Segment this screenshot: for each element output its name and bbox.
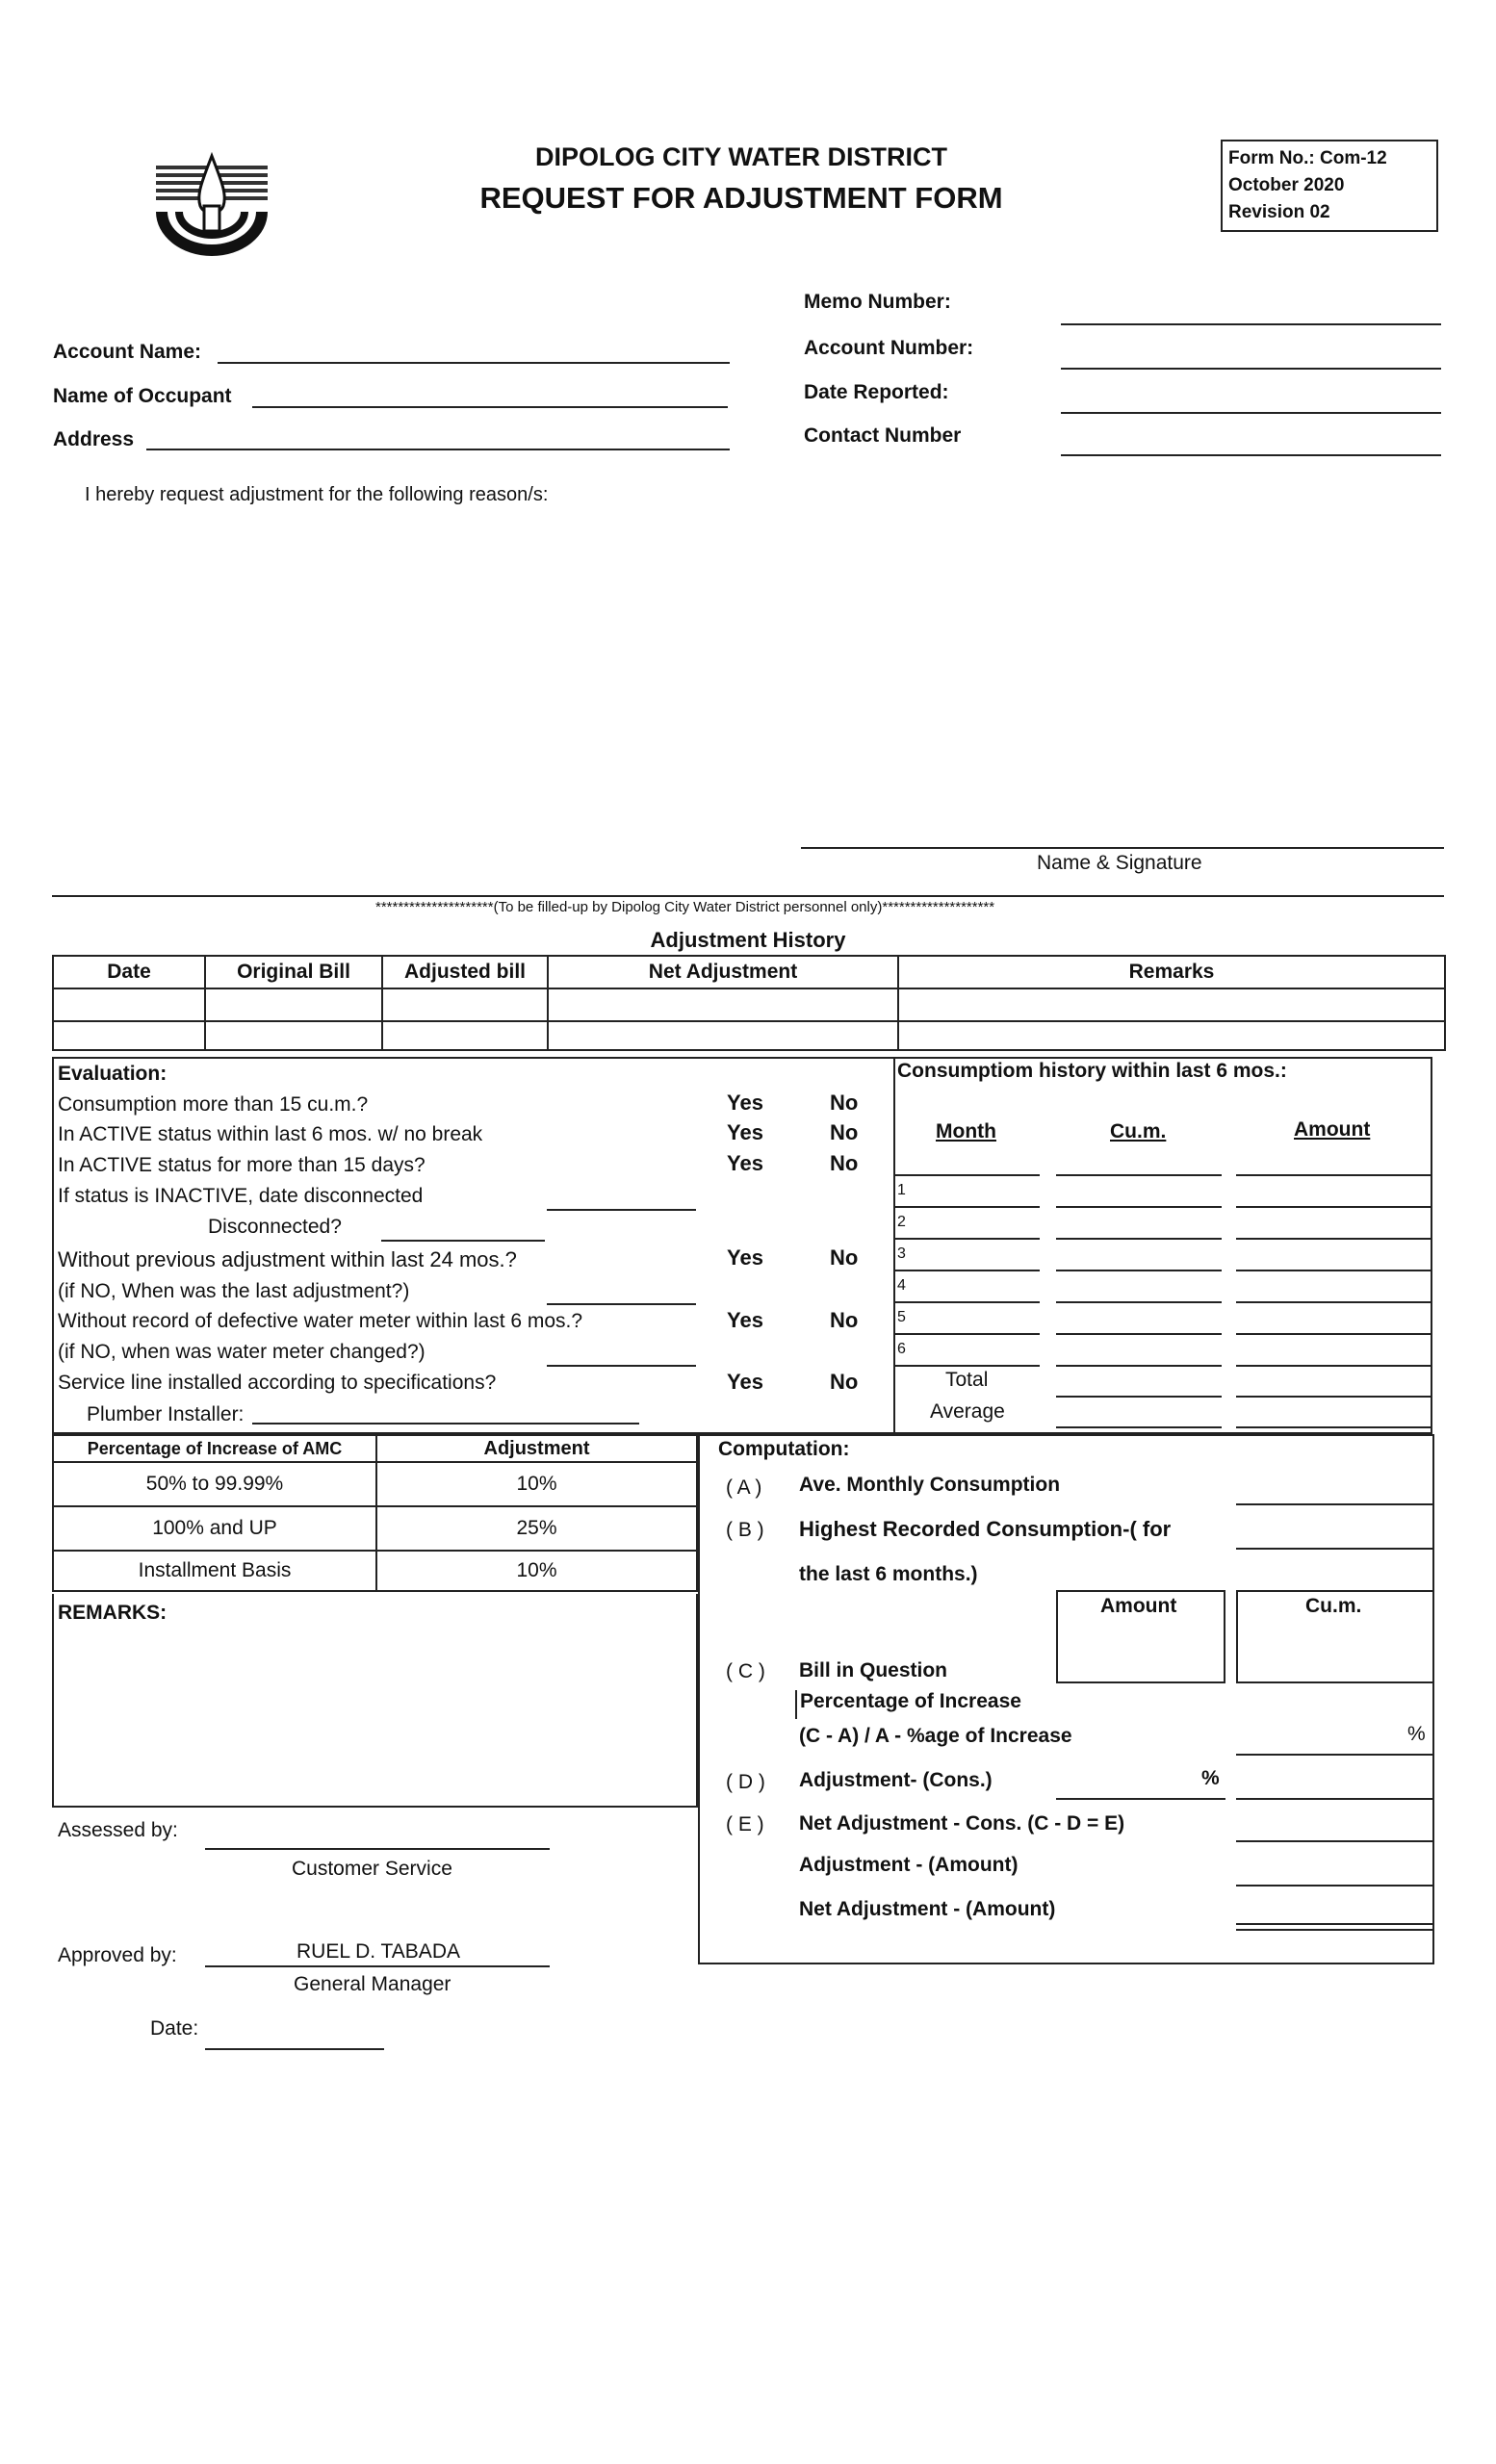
contact-number-field[interactable]: [1061, 454, 1441, 456]
remarks-label: REMARKS:: [58, 1602, 168, 1624]
evaluation-item: (if NO, when was water meter changed?): [58, 1341, 426, 1363]
water-district-logo-icon: [152, 152, 271, 258]
personnel-note: *********************(To be filled-up by Dipolog City Water District personnel only)********************: [375, 899, 995, 915]
history-cell-line[interactable]: [1236, 1270, 1431, 1271]
history-cell-line[interactable]: [1056, 1238, 1222, 1240]
cell[interactable]: [53, 1021, 205, 1050]
no-option[interactable]: No: [830, 1245, 859, 1270]
account-number-field[interactable]: [1061, 368, 1441, 370]
net-adjustment-amount-field[interactable]: [1236, 1923, 1432, 1925]
section-divider: [52, 895, 1444, 897]
history-row-number: 4: [897, 1277, 906, 1294]
form-title: REQUEST FOR ADJUSTMENT FORM: [479, 181, 1003, 215]
history-header-rule: [1056, 1174, 1222, 1176]
occupant-label: Name of Occupant: [53, 385, 232, 407]
remarks-box[interactable]: [52, 1594, 698, 1808]
history-cell-line[interactable]: [1056, 1270, 1222, 1271]
net-adjustment-amount: Net Adjustment - (Amount): [799, 1898, 1056, 1920]
table-row: [53, 1506, 697, 1551]
history-header-rule: [1236, 1174, 1431, 1176]
evaluation-item: Consumption more than 15 cu.m.?: [58, 1093, 369, 1116]
history-cell-line[interactable]: [1236, 1365, 1431, 1367]
amc-adj: 25%: [376, 1506, 697, 1551]
form-number: Form No.: Com-12: [1228, 148, 1387, 168]
history-cell-line[interactable]: [893, 1301, 1040, 1303]
history-row-divider: [1431, 1303, 1432, 1335]
history-cell-line[interactable]: [1056, 1365, 1222, 1367]
evaluation-item: Without record of defective water meter within last 6 mos.?: [58, 1310, 583, 1332]
history-row-number: 1: [897, 1182, 906, 1198]
history-row-divider: [1431, 1335, 1432, 1367]
highest-consumption-field[interactable]: [1236, 1548, 1432, 1550]
history-summary-line[interactable]: [1236, 1426, 1431, 1428]
gm-title: General Manager: [294, 1973, 451, 1995]
contact-number-label: Contact Number: [804, 424, 962, 447]
tag-a: ( A ): [726, 1476, 762, 1499]
pct-formula: (C - A) / A - %age of Increase: [799, 1725, 1072, 1747]
tag-b: ( B ): [726, 1519, 764, 1541]
ave-monthly-field[interactable]: [1236, 1503, 1432, 1505]
adjustment-pct-field[interactable]: [1056, 1798, 1225, 1800]
net-adjustment-double-line: [1236, 1929, 1432, 1931]
date-disconnected-field[interactable]: [547, 1209, 696, 1211]
col-amount: Amount: [1294, 1118, 1371, 1141]
cell[interactable]: [382, 1021, 548, 1050]
cell[interactable]: [205, 1021, 382, 1050]
adjustment-amount: Adjustment - (Amount): [799, 1854, 1019, 1876]
evaluation-item: (if NO, When was the last adjustment?): [58, 1280, 410, 1302]
amc-adj: 10%: [376, 1462, 697, 1506]
no-option[interactable]: No: [830, 1370, 859, 1394]
amc-pct: 100% and UP: [53, 1506, 376, 1551]
form-revision: Revision 02: [1228, 202, 1330, 222]
tag-d: ( D ): [726, 1771, 765, 1793]
occupant-field[interactable]: [252, 406, 728, 408]
assessed-by-label: Assessed by:: [58, 1819, 178, 1841]
logo: [152, 152, 271, 258]
amc-adj: 10%: [376, 1551, 697, 1591]
org-name: DIPOLOG CITY WATER DISTRICT: [534, 142, 947, 171]
meter-changed-field[interactable]: [547, 1365, 696, 1367]
cell[interactable]: [898, 988, 1445, 1021]
gm-name: RUEL D. TABADA: [297, 1940, 460, 1963]
yes-option[interactable]: Yes: [727, 1151, 763, 1175]
history-cell-line[interactable]: [1236, 1333, 1431, 1335]
col-adjusted-bill: Adjusted bill: [382, 956, 548, 988]
memo-number-field[interactable]: [1061, 323, 1441, 325]
history-cell-line[interactable]: [893, 1333, 1040, 1335]
ave-monthly-consumption: Ave. Monthly Consumption: [799, 1474, 1061, 1496]
col-month: Month: [936, 1120, 996, 1142]
col-cum: Cu.m.: [1110, 1120, 1167, 1142]
address-label: Address: [53, 428, 135, 450]
history-row-divider: [1431, 1176, 1432, 1208]
history-cell-line[interactable]: [1236, 1301, 1431, 1303]
reason-area[interactable]: [85, 520, 1432, 828]
history-cell-line[interactable]: [1236, 1206, 1431, 1208]
adjustment-cons: Adjustment- (Cons.): [799, 1769, 993, 1791]
cell[interactable]: [205, 988, 382, 1021]
history-row-number: 6: [897, 1341, 906, 1357]
adjustment-history-table: [52, 955, 1446, 1051]
yes-option[interactable]: Yes: [727, 1308, 763, 1332]
col-remarks: Remarks: [898, 956, 1445, 988]
date-field[interactable]: [205, 2048, 384, 2050]
amount-label: Amount: [1100, 1595, 1177, 1617]
adjustment-history-title: Adjustment History: [650, 928, 846, 952]
computation-title: Computation:: [718, 1438, 850, 1460]
percentage-of-increase: Percentage of Increase: [800, 1690, 1021, 1712]
adjustment-amount-field[interactable]: [1236, 1885, 1432, 1886]
last-adjustment-field[interactable]: [547, 1303, 696, 1305]
cell[interactable]: [382, 988, 548, 1021]
signature-line[interactable]: [801, 847, 1444, 849]
history-cell-line[interactable]: [1056, 1333, 1222, 1335]
cum-label: Cu.m.: [1305, 1595, 1362, 1617]
evaluation-item: In ACTIVE status within last 6 mos. w/ no break: [58, 1123, 483, 1145]
net-adjustment-cons: Net Adjustment - Cons. (C - D = E): [799, 1812, 1125, 1835]
disconnected-field[interactable]: [381, 1240, 545, 1242]
assessed-by-line[interactable]: [205, 1848, 550, 1850]
date-reported-field[interactable]: [1061, 412, 1441, 414]
account-number-label: Account Number:: [804, 337, 974, 359]
col-original-bill: Original Bill: [205, 956, 382, 988]
adjustment-pct-sign: %: [1201, 1767, 1220, 1789]
form-number-box: [1221, 140, 1438, 232]
col-net-adjustment: Net Adjustment: [548, 956, 898, 988]
request-text: I hereby request adjustment for the following reason/s:: [85, 484, 549, 505]
history-cell-line[interactable]: [893, 1365, 1040, 1367]
history-row-number: 5: [897, 1309, 906, 1325]
evaluation-divider: [893, 1057, 895, 1434]
bill-in-question: Bill in Question: [799, 1659, 948, 1681]
pct-increase-field[interactable]: [1236, 1754, 1432, 1756]
highest-consumption: Highest Recorded Consumption-( for: [799, 1517, 1172, 1541]
evaluation-title: Evaluation:: [58, 1063, 168, 1085]
history-cell-line[interactable]: [1056, 1301, 1222, 1303]
history-summary-line[interactable]: [1056, 1426, 1222, 1428]
plumber-installer-field[interactable]: [252, 1423, 639, 1424]
evaluation-item: Plumber Installer:: [87, 1403, 245, 1425]
no-option[interactable]: No: [830, 1308, 859, 1332]
table-row: [53, 988, 1445, 1021]
tag-e: ( E ): [726, 1813, 764, 1835]
adjustment-cons-field[interactable]: [1236, 1798, 1432, 1800]
date-reported-label: Date Reported:: [804, 381, 949, 403]
history-cell-line[interactable]: [1236, 1238, 1431, 1240]
no-option[interactable]: No: [830, 1091, 859, 1115]
yes-option[interactable]: Yes: [727, 1120, 763, 1144]
no-option[interactable]: No: [830, 1120, 859, 1144]
customer-service-label: Customer Service: [292, 1858, 452, 1880]
history-row-divider: [1431, 1208, 1432, 1240]
memo-number-label: Memo Number:: [804, 291, 951, 313]
table-row: [53, 1462, 697, 1506]
yes-option[interactable]: Yes: [727, 1245, 763, 1270]
address-field[interactable]: [146, 449, 730, 450]
no-option[interactable]: No: [830, 1151, 859, 1175]
total-label: Total: [945, 1369, 989, 1391]
amc-pct: Installment Basis: [53, 1551, 376, 1591]
approved-by-label: Approved by:: [58, 1944, 177, 1966]
amc-header-pct: Percentage of Increase of AMC: [53, 1435, 376, 1462]
account-name-label: Account Name:: [53, 341, 202, 363]
signature-label: Name & Signature: [1037, 852, 1202, 874]
cursor-mark: [795, 1690, 797, 1719]
cell[interactable]: [898, 1021, 1445, 1050]
history-row-divider: [1431, 1240, 1432, 1271]
col-date: Date: [53, 956, 205, 988]
cell[interactable]: [548, 988, 898, 1021]
history-row-number: 2: [897, 1214, 906, 1230]
yes-option[interactable]: Yes: [727, 1370, 763, 1394]
date-label: Date:: [150, 2017, 199, 2040]
history-cell-line[interactable]: [893, 1270, 1040, 1271]
history-summary-line[interactable]: [1236, 1396, 1431, 1398]
amc-header-adj: Adjustment: [376, 1435, 697, 1462]
table-row: [53, 1021, 1445, 1050]
form-date: October 2020: [1228, 175, 1345, 195]
table-row: [53, 1551, 697, 1591]
evaluation-item: Service line installed according to specifications?: [58, 1372, 497, 1394]
history-row-number: 3: [897, 1245, 906, 1262]
cell[interactable]: [548, 1021, 898, 1050]
cell[interactable]: [53, 988, 205, 1021]
history-cell-line[interactable]: [893, 1238, 1040, 1240]
consumption-history-title: Consumptiom history within last 6 mos.:: [897, 1060, 1287, 1082]
average-label: Average: [930, 1400, 1005, 1423]
history-cell-line[interactable]: [1056, 1206, 1222, 1208]
net-adjustment-cons-field[interactable]: [1236, 1840, 1432, 1842]
pct-sign: %: [1407, 1723, 1426, 1745]
approved-by-line[interactable]: [205, 1965, 550, 1967]
history-cell-line[interactable]: [893, 1206, 1040, 1208]
amc-table: [52, 1434, 698, 1592]
evaluation-item: Without previous adjustment within last 24 mos.?: [58, 1247, 517, 1271]
amc-pct: 50% to 99.99%: [53, 1462, 376, 1506]
evaluation-item: If status is INACTIVE, date disconnected: [58, 1185, 424, 1207]
evaluation-item: In ACTIVE status for more than 15 days?: [58, 1154, 426, 1176]
evaluation-item: Disconnected?: [208, 1216, 342, 1238]
history-summary-line[interactable]: [1056, 1396, 1222, 1398]
yes-option[interactable]: Yes: [727, 1091, 763, 1115]
history-header-rule: [893, 1174, 1040, 1176]
highest-consumption-cont: the last 6 months.): [799, 1563, 978, 1585]
history-row-divider: [1431, 1271, 1432, 1303]
account-name-field[interactable]: [218, 362, 730, 364]
tag-c: ( C ): [726, 1660, 765, 1682]
